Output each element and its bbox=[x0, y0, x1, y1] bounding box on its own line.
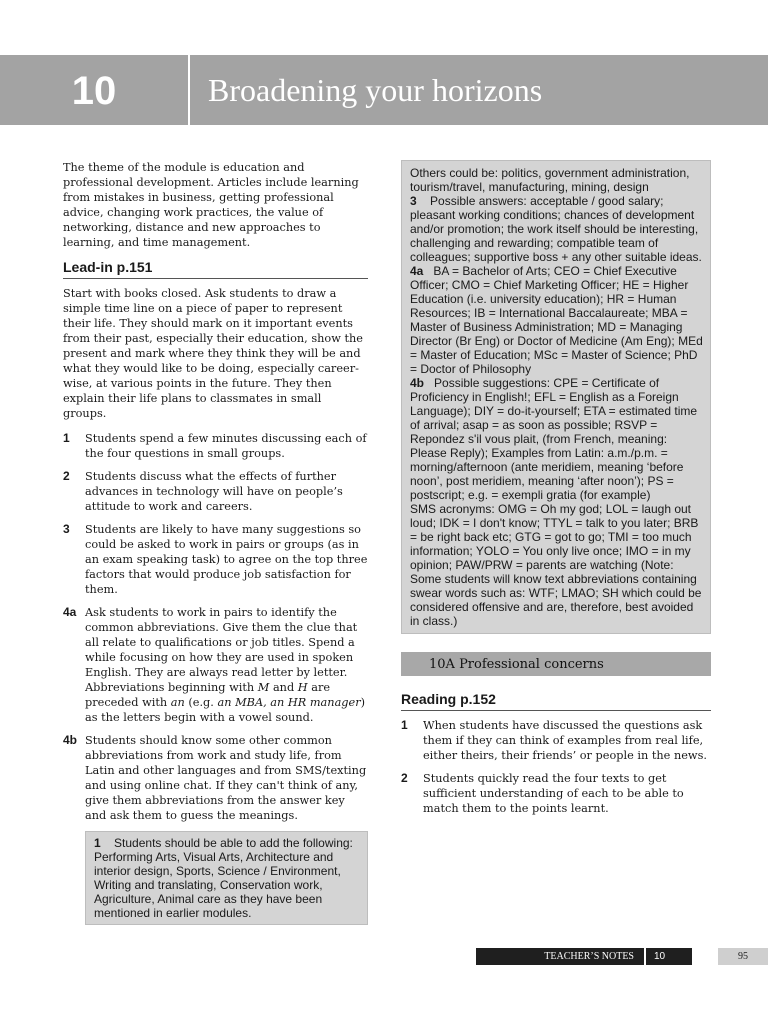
item-text: When students have discussed the questions ask them if they can think of examples from real life, either theirs, their friends’ or people in the news. bbox=[423, 719, 707, 762]
list-item bbox=[401, 771, 711, 816]
item-number: 4a bbox=[63, 605, 77, 619]
leadin-paragraph: Start with books closed. Ask students to draw a simple time line on a piece of paper to represent their life. They should mark on it important events from their past, especially their education, show the present and mark where they think they will be and what they would like to be doing, especially career-wise, at various points in the future. They then explain their life plans to classmates in small groups. bbox=[63, 287, 363, 420]
answer-text: Students should be able to add the following: Performing Arts, Visual Arts, Architecture and interior design, Sports, Science / Environment, Writing and translating, Conservation work, Agriculture, Animal care as they have been mentioned in earlier modules. bbox=[94, 836, 353, 920]
footer-label: TEACHER’S NOTES bbox=[476, 948, 644, 965]
item-text: Ask students to work in pairs to identify the common abbreviations. Give them the clue that all relate to qualifications or job titles. Spend a while focusing on how they are used in spoken English. They are always read letter by letter. Abbreviations beginning with M and H are preceded with an (e.g. an MBA, an HR manager) as the letters begin with a vowel sound. bbox=[85, 606, 366, 724]
banner-divider bbox=[188, 55, 190, 125]
item-number: 3 bbox=[63, 522, 70, 536]
right-column bbox=[401, 160, 711, 824]
item-text: Students should know some other common abbreviations from work and study life, from Latin and other languages and from SMS/texting and using online chat. If they can't think of any, give them abbreviations from the answer key and ask them to guess the meanings. bbox=[85, 734, 367, 822]
answer-box bbox=[85, 831, 368, 925]
section-heading: 10A Professional concerns bbox=[401, 652, 711, 676]
item-number: 4b bbox=[63, 733, 78, 747]
left-column bbox=[63, 160, 368, 925]
list-item bbox=[401, 718, 711, 763]
item-text: Students spend a few minutes discussing each of the four questions in small groups. bbox=[85, 432, 367, 460]
answer-others: Others could be: politics, government administration, tourism/travel, manufacturing, mining, design bbox=[410, 166, 690, 194]
answer-4a: 4a BA = Bachelor of Arts; CEO = Chief Executive Officer; CMO = Chief Marketing Officer; HE = Higher Education (i.e. university education); HR = Human Resources; IB = International Baccalaureate; MBA = Master of Business Administration; MD = Managing Director (Br Eng) or Doctor of Medicine (Am Eng); MEd = Master of Education; MSc = Master of Science; PhD = Doctor of Philosophy bbox=[410, 264, 703, 376]
answer-4b: 4b Possible suggestions: CPE = Certificate of Proficiency in English!; EFL = English as a Foreign Language); DIY = do-it-yourself; ETA = estimated time of arrival; asap = as soon as possible; RSVP = Repondez s'il vous plait, (from French, meaning: Please Reply); Examples from Latin: a.m./p.m. = morning/afternoon (ante meridiem, meaning ‘before noon’, post meridiem, meaning ‘after noon’); PS = postscript; e.g. = exempli gratia (for example) bbox=[410, 376, 698, 502]
leadin-heading: Lead-in p.151 bbox=[63, 260, 368, 279]
list-item bbox=[63, 733, 368, 823]
item-text: Students are likely to have many suggestions so could be asked to work in pairs or groups (as in an exam speaking task) to agree on the top three factors that would produce job satisfaction for them. bbox=[85, 523, 368, 596]
chapter-banner bbox=[0, 55, 768, 125]
list-item bbox=[63, 469, 368, 514]
item-text: Students discuss what the effects of further advances in technology will have on people’s attitude to work and careers. bbox=[85, 470, 343, 513]
answer-sms: SMS acronyms: OMG = Oh my god; LOL = laugh out loud; IDK = I don't know; TTYL = talk to you later; BRB = be right back etc; GTG = got to go; TMI = too much information; YOLO = You only live once; IMO = in my opinion; PAW/PRW = parents are watching (Note: Some students will know text abbreviations containing swear words such as: WTF; LMAO; SH which could be considered offensive and are, therefore, best avoided in class.) bbox=[410, 502, 702, 628]
item-number: 2 bbox=[63, 469, 70, 483]
list-item bbox=[63, 605, 368, 725]
reading-heading: Reading p.152 bbox=[401, 692, 711, 711]
list-item bbox=[63, 522, 368, 597]
answer-number: 1 bbox=[94, 836, 101, 850]
item-number: 1 bbox=[63, 431, 70, 445]
answer-key-box bbox=[401, 160, 711, 634]
intro-paragraph: The theme of the module is education and professional development. Articles include learning from mistakes in business, getting professional advice, changing work practices, the value of networking, distance and new approaches to learning, and time management. bbox=[63, 161, 359, 249]
chapter-title: Broadening your horizons bbox=[208, 72, 543, 108]
item-number: 2 bbox=[401, 771, 408, 785]
item-number: 1 bbox=[401, 718, 408, 732]
footer-chapter: 10 bbox=[645, 948, 692, 965]
chapter-number: 10 bbox=[71, 69, 117, 113]
list-item bbox=[63, 431, 368, 461]
page-number: 95 bbox=[718, 948, 768, 965]
answer-3: 3 Possible answers: acceptable / good salary; pleasant working conditions; chances of development and/or promotion; the work itself should be interesting, challenging and rewarding; compatible team of colleagues; supportive boss + any other suitable ideas. bbox=[410, 194, 702, 264]
item-text: Students quickly read the four texts to get sufficient understanding of each to be able to match them to the points learnt. bbox=[423, 772, 684, 815]
